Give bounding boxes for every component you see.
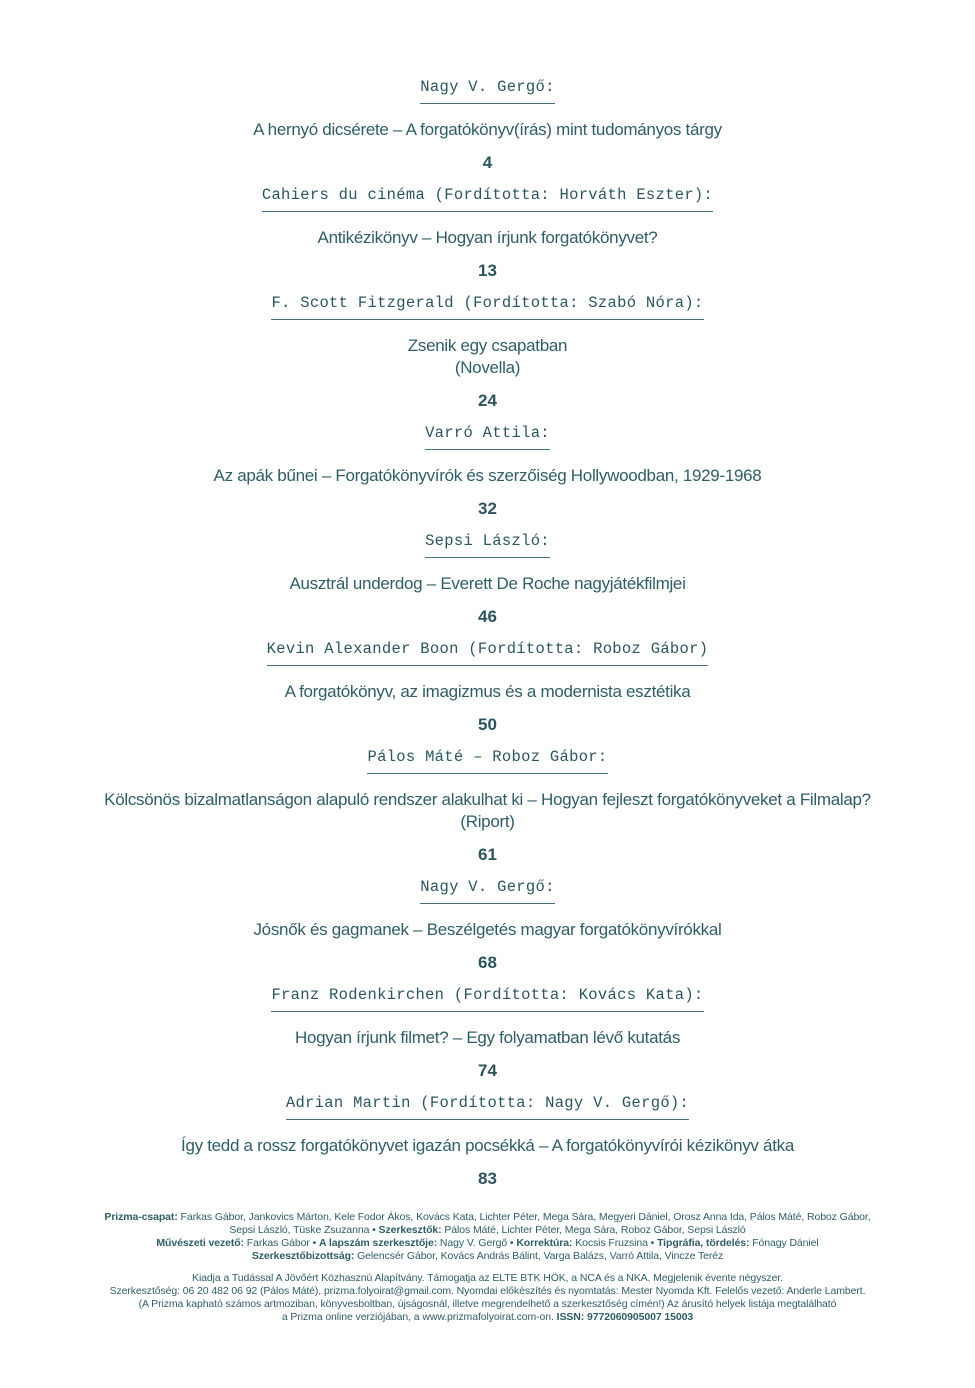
- article-title: [0, 465, 975, 487]
- article-title-line: Zsenik egy csapatban: [407, 336, 568, 355]
- page-number: 24: [478, 391, 497, 410]
- footer-text: Kiadja a Tudással A Jövőért Közhasznú Alapítvány. Támogatja az ELTE BTK HÖK, a NCA és a NKA. Megjelenik évente négyszer.: [192, 1272, 783, 1284]
- toc-entry: [0, 294, 975, 410]
- footer-text: Farkas Gábor, Jankovics Márton, Kele Fodor Ákos, Kovács Kata, Lichter Péter, Mega Sára, Megyeri Dániel, Orosz Anna Ida, Pálos Máté, Roboz Gábor,: [177, 1211, 871, 1223]
- article-title: [0, 119, 975, 141]
- toc-entry: [0, 532, 975, 626]
- author-name: Nagy V. Gergő:: [420, 878, 554, 904]
- footer-text: Szerkesztőség: 06 20 482 06 92 (Pálos Máté), prizma.folyoirat@gmail.com. Nyomdai előkészítés és nyomtatás: Mester Nyomda Kft. Felelős vezető: Anderle Lambert.: [109, 1285, 866, 1297]
- page-number: 4: [482, 153, 493, 172]
- footer-line: [0, 1250, 975, 1263]
- article-title-line: (Riport): [460, 812, 515, 831]
- author-row: [0, 532, 975, 558]
- article-title: [0, 1027, 975, 1049]
- page-number: 74: [478, 1061, 497, 1080]
- footer-line: [0, 1311, 975, 1324]
- author-row: [0, 986, 975, 1012]
- footer-text: Pálos Máté, Lichter Péter, Mega Sára, Roboz Gábor, Sepsi László: [441, 1224, 746, 1236]
- footer-text: Fónagy Dániel: [749, 1237, 819, 1249]
- author-row: [0, 78, 975, 104]
- footer-text: a Prizma online verziójában, a www.prizmafolyoirat.com-on.: [281, 1311, 557, 1323]
- article-title-line: Hogyan írjunk filmet? – Egy folyamatban lévő kutatás: [294, 1028, 681, 1047]
- article-title-line: (Novella): [454, 358, 521, 377]
- author-name: Sepsi László:: [425, 532, 550, 558]
- article-title-line: Így tedd a rossz forgatókönyvet igazán pocsékká – A forgatókönyvírói kézikönyv átka: [181, 1136, 794, 1155]
- article-title-line: A hernyó dicsérete – A forgatókönyv(írás) mint tudományos tárgy: [253, 120, 722, 139]
- author-row: [0, 186, 975, 212]
- author-name: Nagy V. Gergő:: [420, 78, 554, 104]
- article-title-line: Antikézikönyv – Hogyan írjunk forgatókönyvet?: [317, 228, 658, 247]
- toc-entry: [0, 424, 975, 518]
- author-name: Pálos Máté – Roboz Gábor:: [367, 748, 607, 774]
- footer-label: Művészeti vezető:: [156, 1237, 244, 1249]
- footer-label: Prizma-csapat:: [104, 1211, 178, 1223]
- author-row: [0, 748, 975, 774]
- footer-label: ISSN: 9772060905007 15003: [556, 1311, 694, 1323]
- article-title-line: A forgatókönyv, az imagizmus és a modernista esztétika: [284, 682, 691, 701]
- article-title-line: Kölcsönös bizalmatlanságon alapuló rendszer alakulhat ki – Hogyan fejleszt forgatókönyveket a Filmalap?: [104, 790, 871, 809]
- author-row: [0, 878, 975, 904]
- page-number: 46: [478, 607, 497, 626]
- article-title: [0, 335, 975, 379]
- footer-text: Gelencsér Gábor, Kovács András Bálint, Varga Balázs, Varró Attila, Vincze Teréz: [354, 1250, 724, 1262]
- footer-line: [0, 1272, 975, 1285]
- author-name: Varró Attila:: [425, 424, 550, 450]
- footer-text: Farkas Gábor •: [243, 1237, 319, 1249]
- article-title: [0, 1135, 975, 1157]
- toc-entry: [0, 748, 975, 864]
- author-name: Kevin Alexander Boon (Fordította: Roboz Gábor): [267, 640, 709, 666]
- footer-text: Kocsis Fruzsina •: [572, 1237, 658, 1249]
- footer-line: [0, 1237, 975, 1250]
- article-title: [0, 573, 975, 595]
- article-title-line: Az apák bűnei – Forgatókönyvírók és szerzőiség Hollywoodban, 1929-1968: [213, 466, 762, 485]
- page-number: 32: [478, 499, 497, 518]
- toc-entry: [0, 640, 975, 734]
- footer-text: (A Prizma kapható számos artmoziban, könyvesboltban, újságosnál, illetve megrendelhető a szerkesztőség címén!) Az árusító helyek listája megtalálható: [138, 1298, 837, 1310]
- footer-text: Nagy V. Gergő •: [437, 1237, 517, 1249]
- author-row: [0, 1094, 975, 1120]
- toc-entry: [0, 78, 975, 172]
- author-name: Cahiers du cinéma (Fordította: Horváth Eszter):: [262, 186, 713, 212]
- article-title-line: Ausztrál underdog – Everett De Roche nagyjátékfilmjei: [289, 574, 686, 593]
- footer-label: Tipgráfia, tördelés:: [657, 1237, 750, 1249]
- author-row: [0, 424, 975, 450]
- author-row: [0, 294, 975, 320]
- article-title: [0, 789, 975, 833]
- toc-entry: [0, 878, 975, 972]
- footer-imprint: [0, 1272, 975, 1324]
- footer-label: Korrektúra:: [516, 1237, 573, 1249]
- page-number: 83: [478, 1169, 497, 1188]
- footer-line: [0, 1224, 975, 1237]
- page-number: 50: [478, 715, 497, 734]
- footer-line: [0, 1211, 975, 1224]
- toc-entry: [0, 186, 975, 280]
- footer-credits: [0, 1211, 975, 1263]
- toc-entry: [0, 1094, 975, 1188]
- article-title-line: Jósnők és gagmanek – Beszélgetés magyar forgatókönyvírókkal: [253, 920, 722, 939]
- author-name: F. Scott Fitzgerald (Fordította: Szabó Nóra):: [271, 294, 703, 320]
- author-row: [0, 640, 975, 666]
- page-number: 68: [478, 953, 497, 972]
- page-number: 61: [478, 845, 497, 864]
- article-title: [0, 919, 975, 941]
- author-name: Franz Rodenkirchen (Fordította: Kovács Kata):: [271, 986, 703, 1012]
- article-title: [0, 227, 975, 249]
- footer-label: Szerkesztők:: [378, 1224, 442, 1236]
- footer-line: [0, 1285, 975, 1298]
- footer-label: Szerkesztőbizottság:: [251, 1250, 355, 1262]
- toc-entry: [0, 986, 975, 1080]
- article-title: [0, 681, 975, 703]
- footer-text: Sepsi László, Tüske Zsuzanna •: [229, 1224, 379, 1236]
- author-name: Adrian Martin (Fordította: Nagy V. Gergő):: [286, 1094, 689, 1120]
- footer-line: [0, 1298, 975, 1311]
- page-number: 13: [478, 261, 497, 280]
- footer-label: A lapszám szerkesztője:: [318, 1237, 438, 1249]
